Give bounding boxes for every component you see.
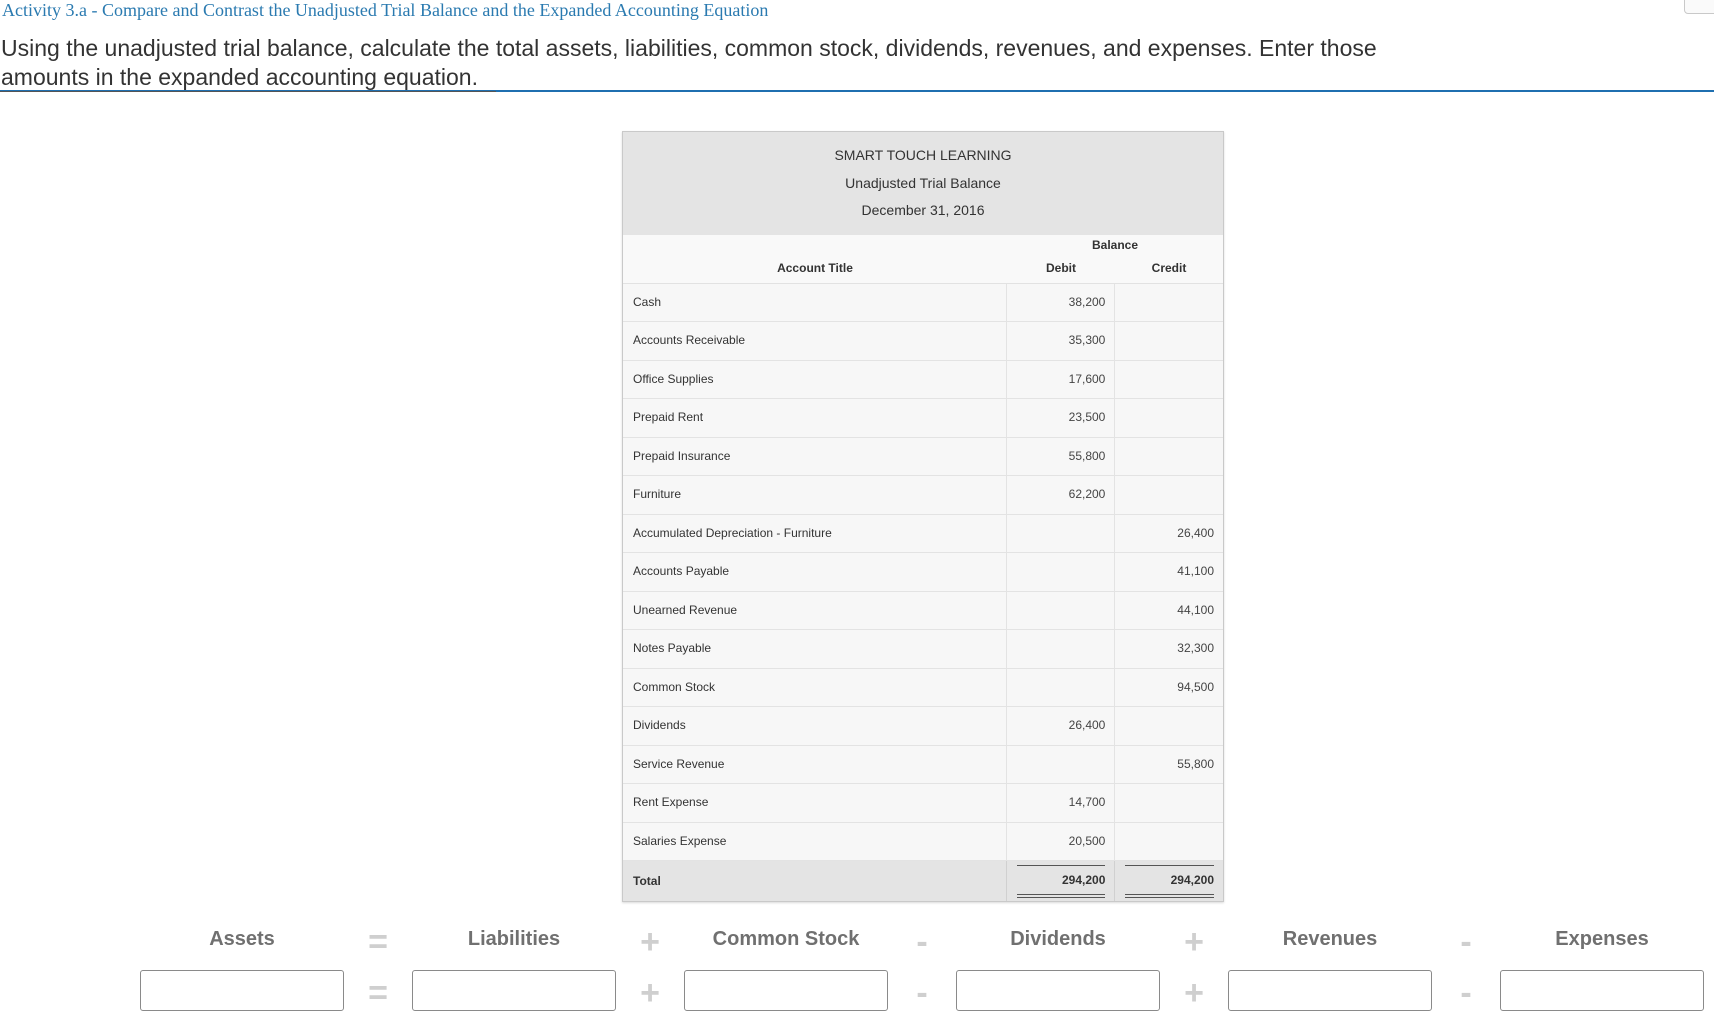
credit-cell [1115,823,1223,861]
table-row [623,322,1223,361]
table-row [623,284,1223,323]
plus-operator-top: + [640,923,660,961]
account-title-cell: Accumulated Depreciation - Furniture [623,515,1007,553]
table-row [623,438,1223,477]
debit-cell: 20,500 [1007,823,1116,861]
credit-cell: 32,300 [1177,641,1214,655]
debit-cell [1007,746,1116,784]
table-row [623,823,1223,862]
credit-cell [1115,784,1223,822]
credit-cell [1115,476,1223,514]
credit-cell: 55,800 [1177,756,1214,771]
assets-label: Assets [209,928,275,950]
debit-cell: 17,600 [1007,361,1116,399]
credit-cell: 44,100 [1177,602,1214,617]
total-debit-double-rule [1017,894,1106,898]
minus-operator-top-2: - [1460,923,1472,961]
table-row [623,630,1223,669]
table-row [623,784,1223,823]
debit-cell: 62,200 [1007,476,1116,514]
trial-balance-table [622,131,1224,902]
total-credit-double-rule [1125,894,1214,898]
total-credit-cell [1115,861,1223,901]
table-row [623,746,1223,785]
total-row [623,861,1223,901]
credit-cell: 26,400 [1177,525,1214,540]
trial-balance-rows [623,284,1223,862]
account-title-cell: Notes Payable [623,630,1007,668]
table-row [623,669,1223,708]
account-title-cell: Salaries Expense [623,823,1007,861]
minus-operator-bottom-2: - [1460,974,1472,1012]
account-title-cell: Furniture [623,476,1007,514]
account-title-cell: Prepaid Insurance [623,438,1007,476]
account-title-cell: Prepaid Rent [623,399,1007,437]
credit-cell [1115,438,1223,476]
total-debit-cell [1007,861,1116,901]
debit-cell [1007,515,1116,553]
company-name: SMART TOUCH LEARNING [834,147,1012,163]
total-credit: 294,200 [1170,873,1215,887]
account-title-cell: Service Revenue [623,746,1007,784]
debit-cell [1007,630,1116,668]
table-row [623,515,1223,554]
activity-title: Activity 3.a - Compare and Contrast the Unadjusted Trial Balance and the Expanded Accounting Equation [2,0,769,20]
table-row [623,707,1223,746]
common-stock-label: Common Stock [712,928,860,950]
credit-cell [1115,707,1223,745]
credit-cell: 41,100 [1177,564,1214,578]
debit-cell: 35,300 [1007,322,1116,360]
account-title-cell: Cash [623,284,1007,322]
liabilities-input[interactable] [412,970,616,1011]
credit-cell [1115,399,1223,437]
revenues-input[interactable] [1228,970,1432,1011]
account-title-cell: Dividends [623,707,1007,745]
corner-button[interactable] [1684,0,1714,14]
liabilities-label: Liabilities [467,928,561,950]
header-underline [0,91,496,92]
column-headers [623,235,1223,284]
credit-header: Credit [1151,260,1187,275]
total-debit: 294,200 [1061,873,1106,887]
table-row [623,399,1223,438]
expenses-input[interactable] [1500,970,1704,1011]
dividends-label: Dividends [1010,928,1106,950]
common-stock-input[interactable] [684,970,888,1011]
debit-cell: 14,700 [1007,784,1116,822]
debit-header: Debit [1046,260,1076,275]
credit-cell [1115,361,1223,399]
credit-cell [1115,322,1223,360]
account-title-cell: Unearned Revenue [623,592,1007,630]
trial-balance-header [623,132,1223,235]
debit-cell: 55,800 [1007,438,1116,476]
account-title-cell: Rent Expense [623,784,1007,822]
plus-operator-bottom-2: + [1184,974,1204,1012]
equals-operator-top: = [368,923,388,961]
balance-header: Balance [1091,237,1139,252]
table-row [623,553,1223,592]
statement-name: Unadjusted Trial Balance [845,174,1001,191]
debit-cell: 23,500 [1007,399,1116,437]
debit-cell: 26,400 [1007,707,1116,745]
assets-input[interactable] [140,970,344,1011]
credit-cell [1115,284,1223,322]
account-title-cell: Accounts Payable [623,553,1007,591]
account-title-cell: Office Supplies [623,361,1007,399]
credit-cell: 94,500 [1177,679,1214,694]
equals-operator-bottom: = [368,974,388,1012]
dividends-input[interactable] [956,970,1160,1011]
revenues-label: Revenues [1282,928,1378,950]
statement-date: December 31, 2016 [861,202,985,218]
plus-operator-bottom: + [640,974,660,1012]
minus-operator-top: - [916,923,928,961]
total-debit-rule [1017,865,1106,866]
expenses-label: Expenses [1555,928,1649,950]
debit-cell [1007,592,1116,630]
table-row [623,476,1223,515]
total-credit-rule [1125,865,1214,866]
debit-cell: 38,200 [1007,284,1116,322]
minus-operator-bottom: - [916,974,928,1012]
debit-cell [1007,553,1116,591]
account-title-cell: Common Stock [623,669,1007,707]
table-row [623,592,1223,631]
table-row [623,361,1223,400]
account-title-cell: Accounts Receivable [623,322,1007,360]
instructions-text: Using the unadjusted trial balance, calculate the total assets, liabilities, common stock, dividends, revenues, and expenses. Enter those amounts in the expanded accounting equation. [1,35,1377,90]
debit-cell [1007,669,1116,707]
total-label: Total [623,861,1007,901]
account-title-header: Account Title [777,260,853,275]
plus-operator-top-2: + [1184,923,1204,961]
